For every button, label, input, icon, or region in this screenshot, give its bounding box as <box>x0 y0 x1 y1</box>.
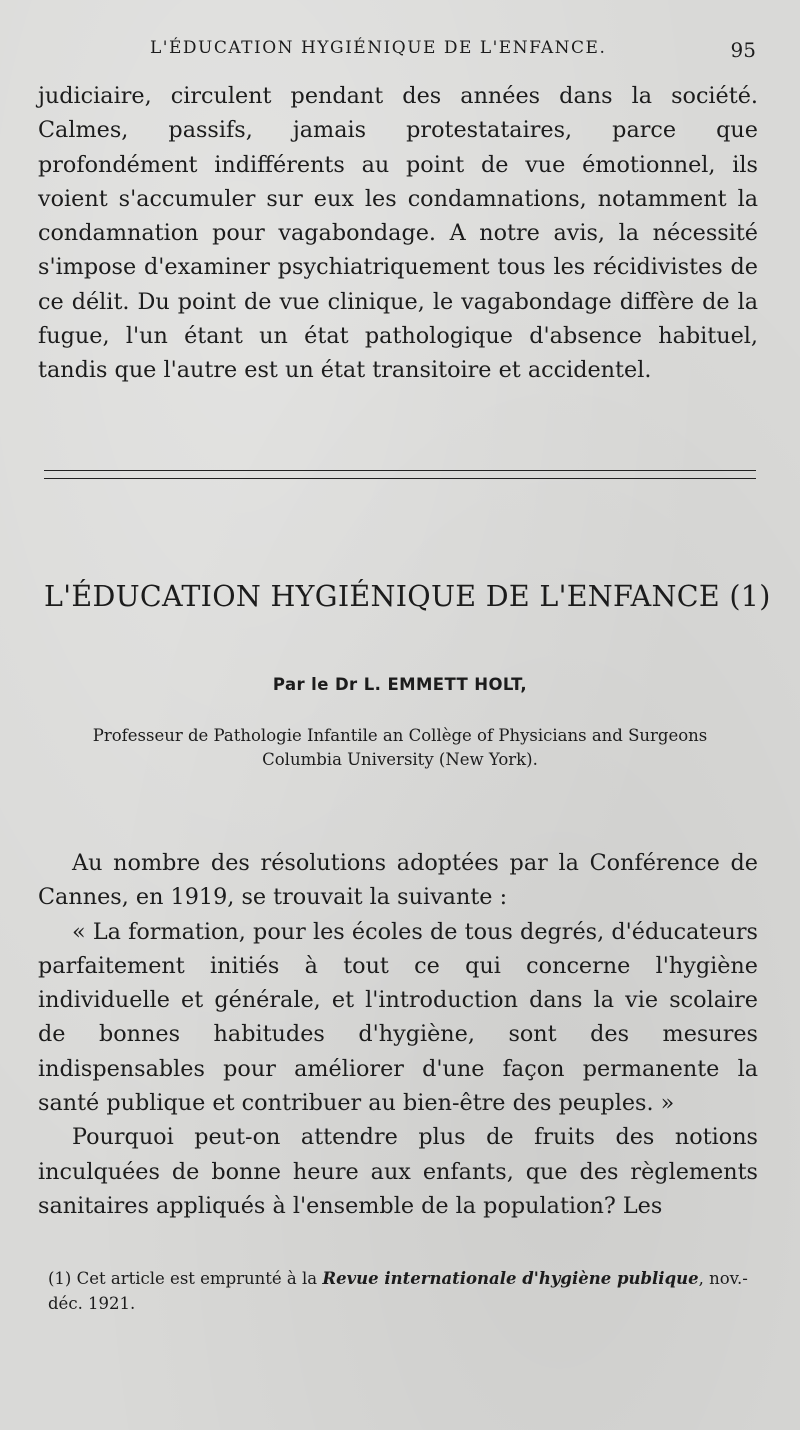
section-rule-top <box>44 470 756 471</box>
footnote-text: Cet article est emprunté à la <box>76 1269 318 1288</box>
footnote <box>48 1266 764 1316</box>
section-rule-bottom <box>44 478 756 479</box>
article-title: L'ÉDUCATION HYGIÉNIQUE DE L'ENFANCE (1) <box>44 580 771 613</box>
body-paragraph: Pourquoi peut-on attendre plus de fruits des notions inculquées de bonne heure aux enfants, que des règlements sanitaires appliqués à l'ensemble de la population? Les <box>38 1124 758 1219</box>
page-number: 95 <box>730 38 756 62</box>
footnote-journal: Revue internationale d'hygiène publique <box>322 1269 699 1288</box>
running-head-title: L'ÉDUCATION HYGIÉNIQUE DE L'ENFANCE. <box>150 38 607 58</box>
running-head <box>0 38 800 68</box>
footnote-date: , nov.-déc. 1921. <box>48 1269 748 1313</box>
article-author: Par le Dr L. EMMETT HOLT, <box>272 675 528 694</box>
body-paragraph: Au nombre des résolutions adoptées par la Conférence de Cannes, en 1919, se trouvait la suivante : <box>38 850 758 911</box>
footnote-marker: (1) <box>48 1269 72 1288</box>
author-affiliation: Professeur de Pathologie Infantile an Collège of Physicians and Surgeons Columbia University (New York). <box>92 726 708 769</box>
article-body <box>38 846 758 1223</box>
quoted-resolution: « La formation, pour les écoles de tous degrés, d'éducateurs parfaitement initiés à tout ce qui concerne l'hygiène individuelle et générale, et l'introduction dans la vie scolaire de bonnes habitudes d'hygiène, sont des mesures indispensables pour améliorer d'une façon permanente la santé publique et contribuer au bien-être des peuples. » <box>38 918 758 1117</box>
continued-paragraph: judiciaire, circulent pendant des années dans la société. Calmes, passifs, jamais protestataires, parce que profondément indifférents au point de vue émotionnel, ils voient s'accumuler sur eux les condamnations, notamment la condamnation pour vagabondage. A notre avis, la nécessité s'impose d'examiner psychiatriquement tous les récidivistes de ce délit. Du point de vue clinique, le vagabondage diffère de la fugue, l'un étant un état pathologique d'absence habituel, tandis que l'autre est un état transitoire et accidentel. <box>38 83 758 384</box>
